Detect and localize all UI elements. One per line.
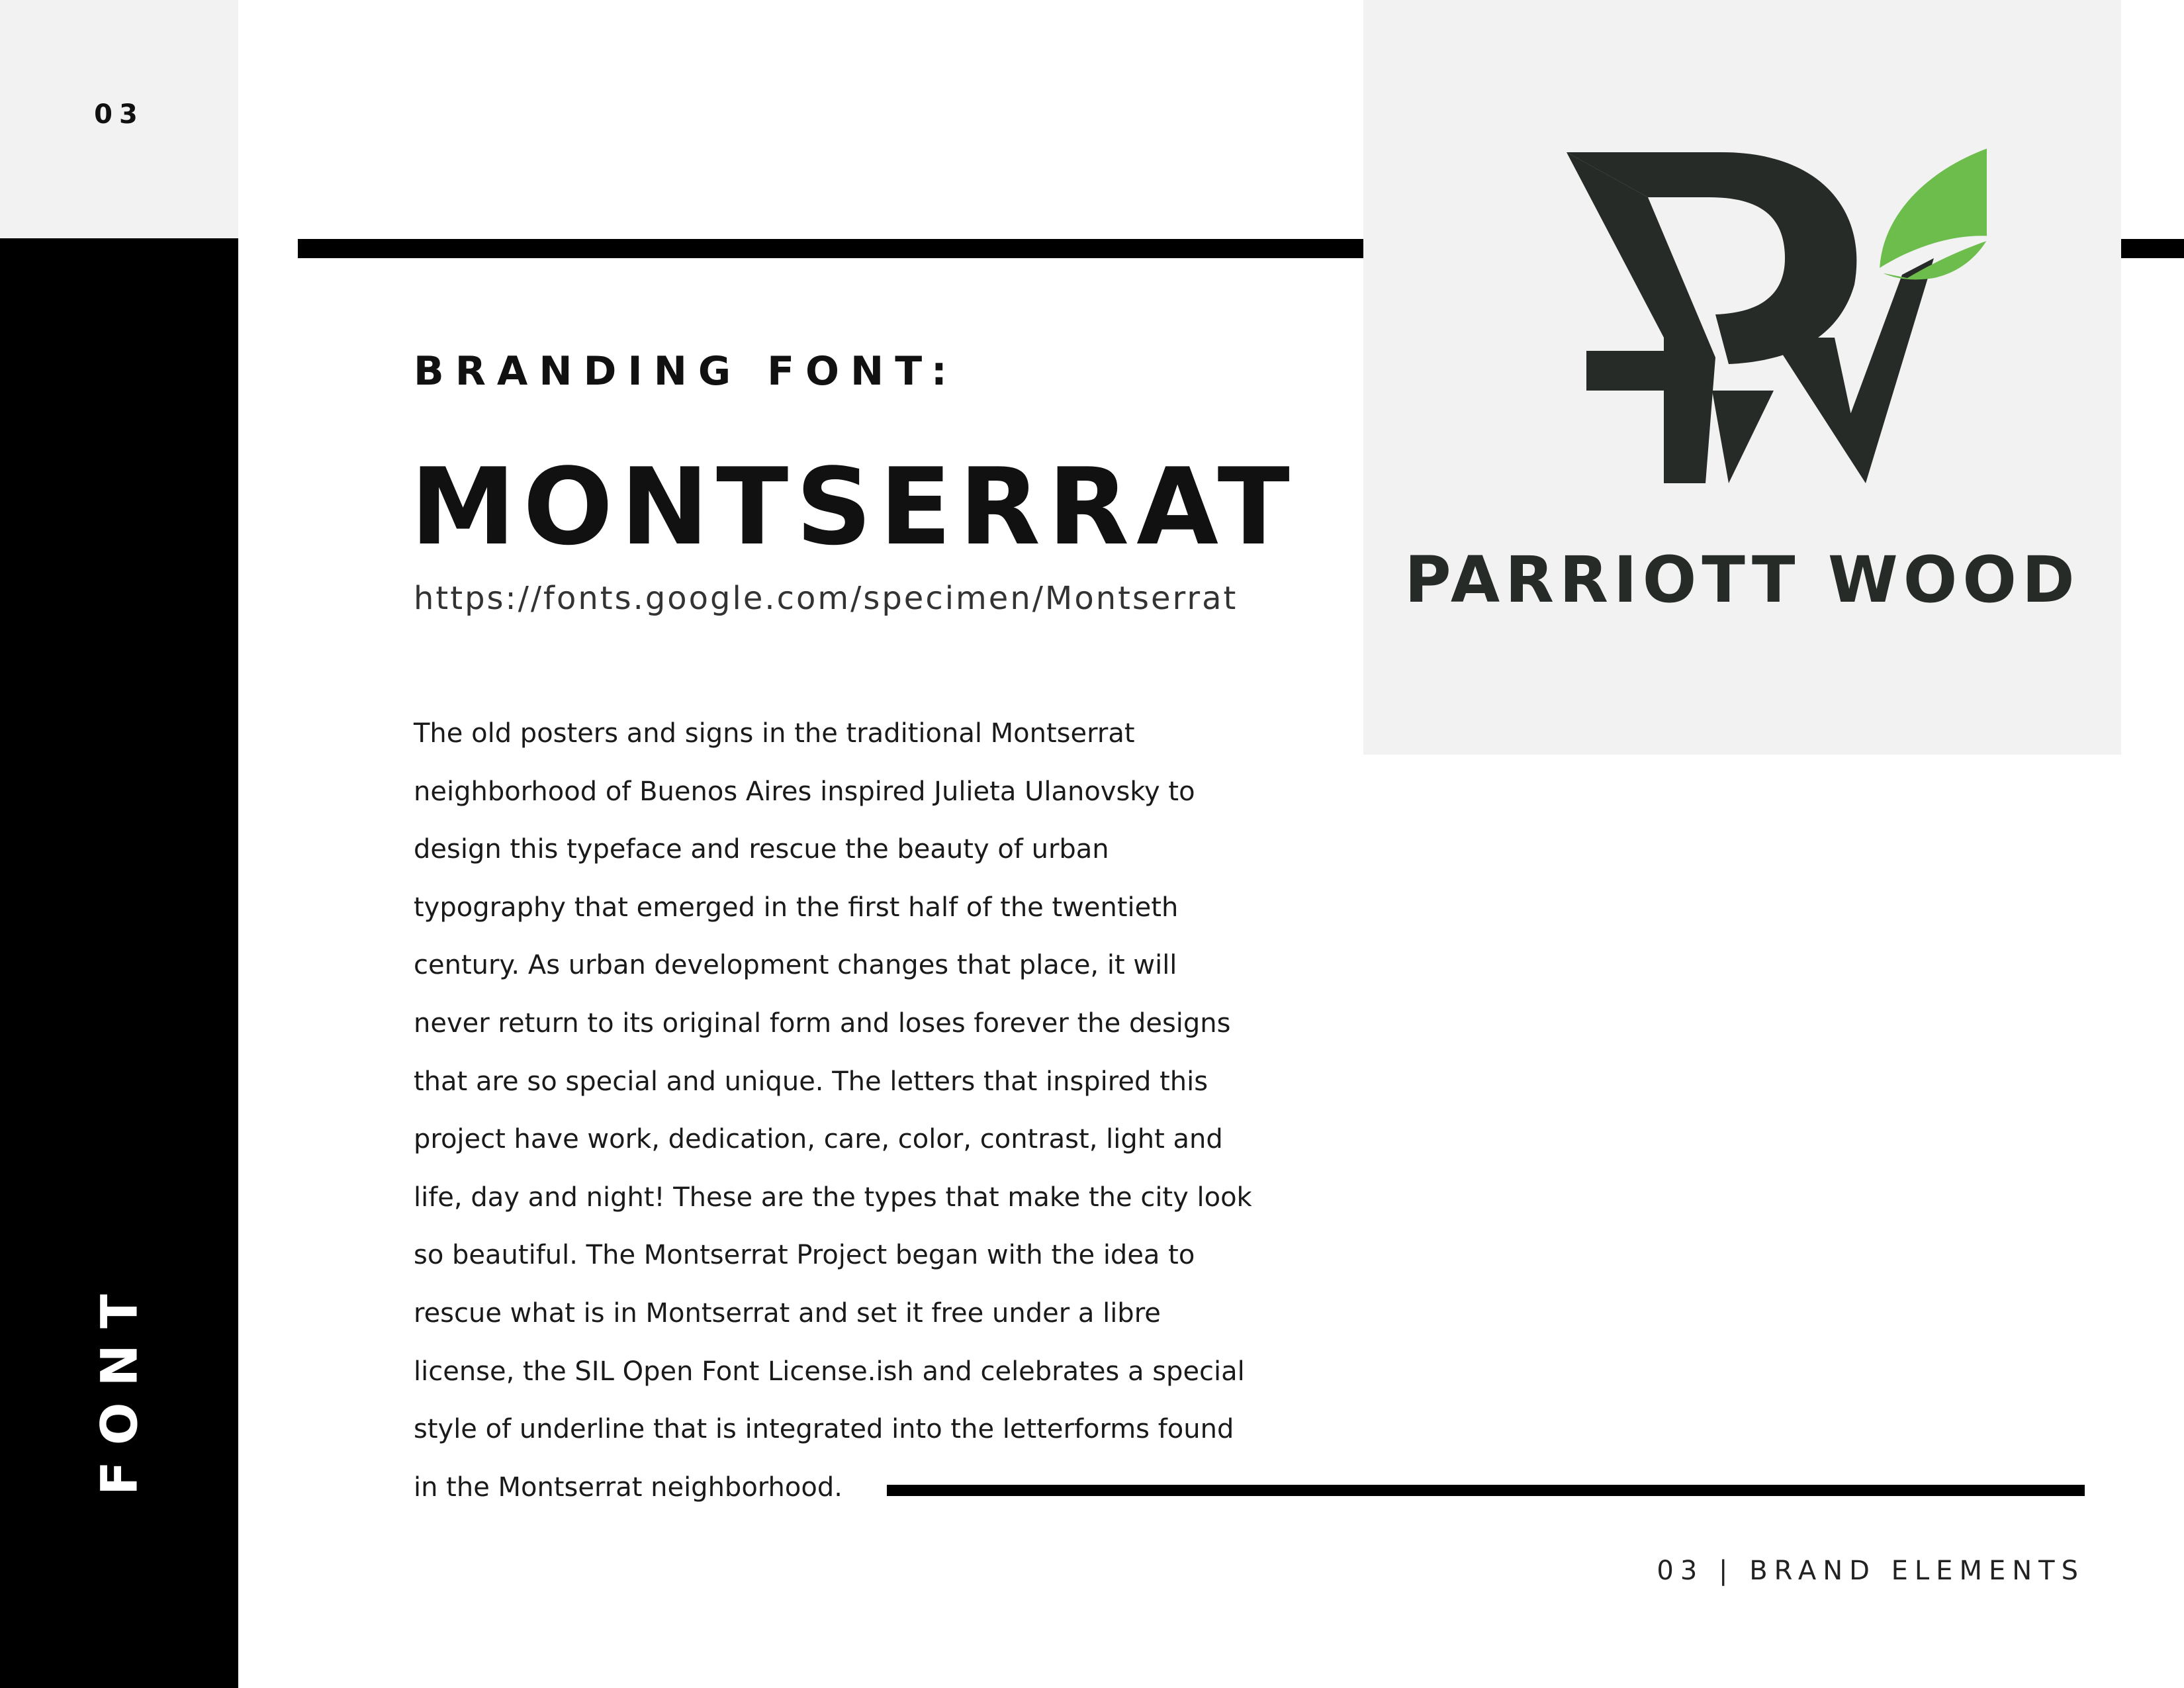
- description-line: never return to its original form and loses forever the designs: [414, 1008, 1231, 1039]
- description-line: project have work, dedication, care, color, contrast, light and: [414, 1124, 1223, 1155]
- bottom-divider: [887, 1485, 2085, 1496]
- page-number-box: [0, 0, 238, 238]
- pw-monogram-leaf-icon: [1510, 139, 1987, 496]
- description-line: that are so special and unique. The letters that inspired this: [414, 1066, 1208, 1097]
- description-line: in the Montserrat neighborhood.: [414, 1472, 842, 1503]
- description-line: design this typeface and rescue the beauty of urban: [414, 834, 1109, 865]
- description-line: so beautiful. The Montserrat Project began with the idea to: [414, 1240, 1195, 1271]
- description-line: rescue what is in Montserrat and set it free under a libre: [414, 1297, 1161, 1329]
- description-line: The old posters and signs in the traditional Montserrat: [414, 718, 1135, 749]
- logo-wordmark: PARRIOTT WOOD: [1404, 543, 2080, 617]
- font-url: https://fonts.google.com/specimen/Montserrat: [414, 580, 1238, 617]
- font-description: [414, 705, 1340, 1517]
- description-line: style of underline that is integrated into the letterforms found: [414, 1414, 1234, 1445]
- description-line: neighborhood of Buenos Aires inspired Julieta Ulanovsky to: [414, 776, 1195, 807]
- page-number: 03: [94, 99, 144, 130]
- description-line: typography that emerged in the first half of the twentieth: [414, 892, 1179, 923]
- page-footer: 03 | BRAND ELEMENTS: [1657, 1556, 2085, 1586]
- side-label: FONT: [89, 1278, 149, 1495]
- section-eyebrow: BRANDING FONT:: [414, 348, 958, 395]
- description-line: license, the SIL Open Font License.ish and celebrates a special: [414, 1356, 1245, 1387]
- description-line: life, day and night! These are the types that make the city look: [414, 1182, 1252, 1213]
- description-line: century. As urban development changes that place, it will: [414, 950, 1177, 981]
- logo-panel: [1363, 0, 2121, 755]
- font-name-title: MONTSERRAT: [410, 445, 1297, 569]
